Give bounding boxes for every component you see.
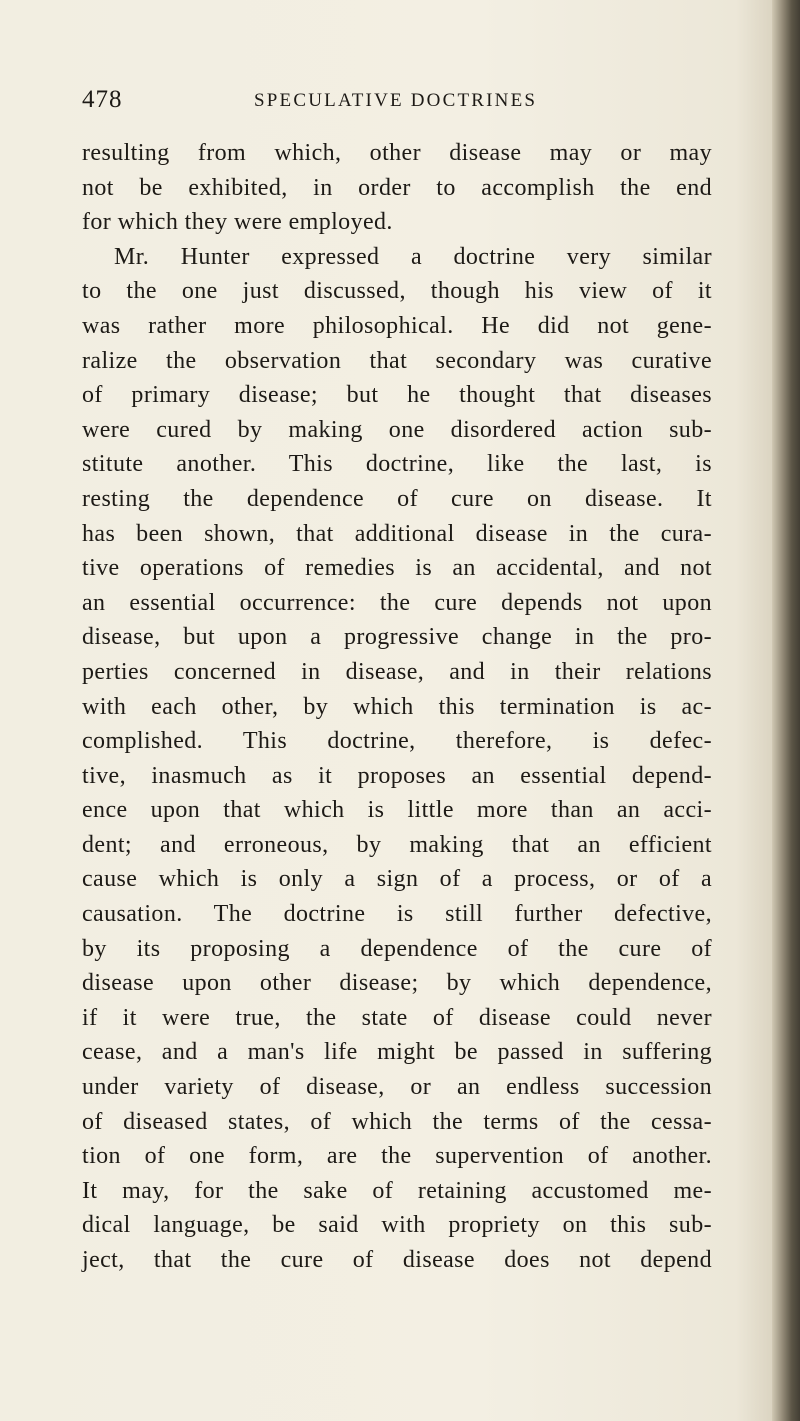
text-line: if it were true, the state of disease could never	[82, 1004, 712, 1031]
body-text	[82, 136, 712, 1278]
text-line: complished. This doctrine, therefore, is defec-	[82, 728, 712, 755]
text-line: by its proposing a dependence of the cure of	[82, 935, 712, 962]
text-line: cause which is only a sign of a process, or of a	[82, 866, 712, 893]
text-line: disease upon other disease; by which dependence,	[82, 970, 712, 997]
text-line: ence upon that which is little more than an acci-	[82, 797, 712, 824]
text-line: disease, but upon a progressive change in the pro-	[82, 624, 712, 651]
text-line: were cured by making one disordered action sub-	[82, 416, 712, 443]
text-line: not be exhibited, in order to accomplish the end	[82, 174, 712, 201]
text-line: stitute another. This doctrine, like the last, is	[82, 451, 712, 478]
text-line: resulting from which, other disease may or may	[82, 140, 712, 166]
text-line: under variety of disease, or an endless succession	[82, 1074, 712, 1101]
text-line: It may, for the sake of retaining accustomed me-	[82, 1177, 712, 1204]
text-line: with each other, by which this termination is ac-	[82, 693, 712, 720]
text-line: causation. The doctrine is still further defective,	[82, 901, 712, 928]
text-line: was rather more philosophical. He did not gene-	[82, 312, 712, 339]
running-head: SPECULATIVE DOCTRINES	[254, 90, 538, 111]
text-line: dent; and erroneous, by making that an efficient	[82, 831, 712, 858]
text-line: for which they were employed.	[82, 209, 393, 236]
text-line: has been shown, that additional disease in the cura-	[82, 520, 712, 547]
text-line: tive operations of remedies is an accidental, and not	[82, 555, 712, 582]
text-line: tion of one form, are the supervention of another.	[82, 1143, 712, 1170]
page-edge-shadow	[772, 0, 800, 1421]
text-line: dical language, be said with propriety on this sub-	[82, 1212, 712, 1239]
text-line: resting the dependence of cure on disease. It	[82, 485, 712, 512]
text-line: of diseased states, of which the terms of the cessa-	[82, 1108, 712, 1135]
text-line: to the one just discussed, though his view of it	[82, 278, 712, 305]
text-line: ject, that the cure of disease does not depend	[82, 1247, 712, 1273]
text-line: an essential occurrence: the cure depends not upon	[82, 589, 712, 616]
text-line: of primary disease; but he thought that diseases	[82, 382, 712, 409]
page-number: 478	[82, 86, 123, 113]
text-line: cease, and a man's life might be passed in suffering	[82, 1039, 712, 1066]
page-header	[82, 86, 722, 116]
text-line: Mr. Hunter expressed a doctrine very similar	[114, 243, 712, 270]
text-line: perties concerned in disease, and in their relations	[82, 658, 712, 685]
text-line: tive, inasmuch as it proposes an essential depend-	[82, 762, 712, 789]
text-line: ralize the observation that secondary was curative	[82, 347, 712, 374]
